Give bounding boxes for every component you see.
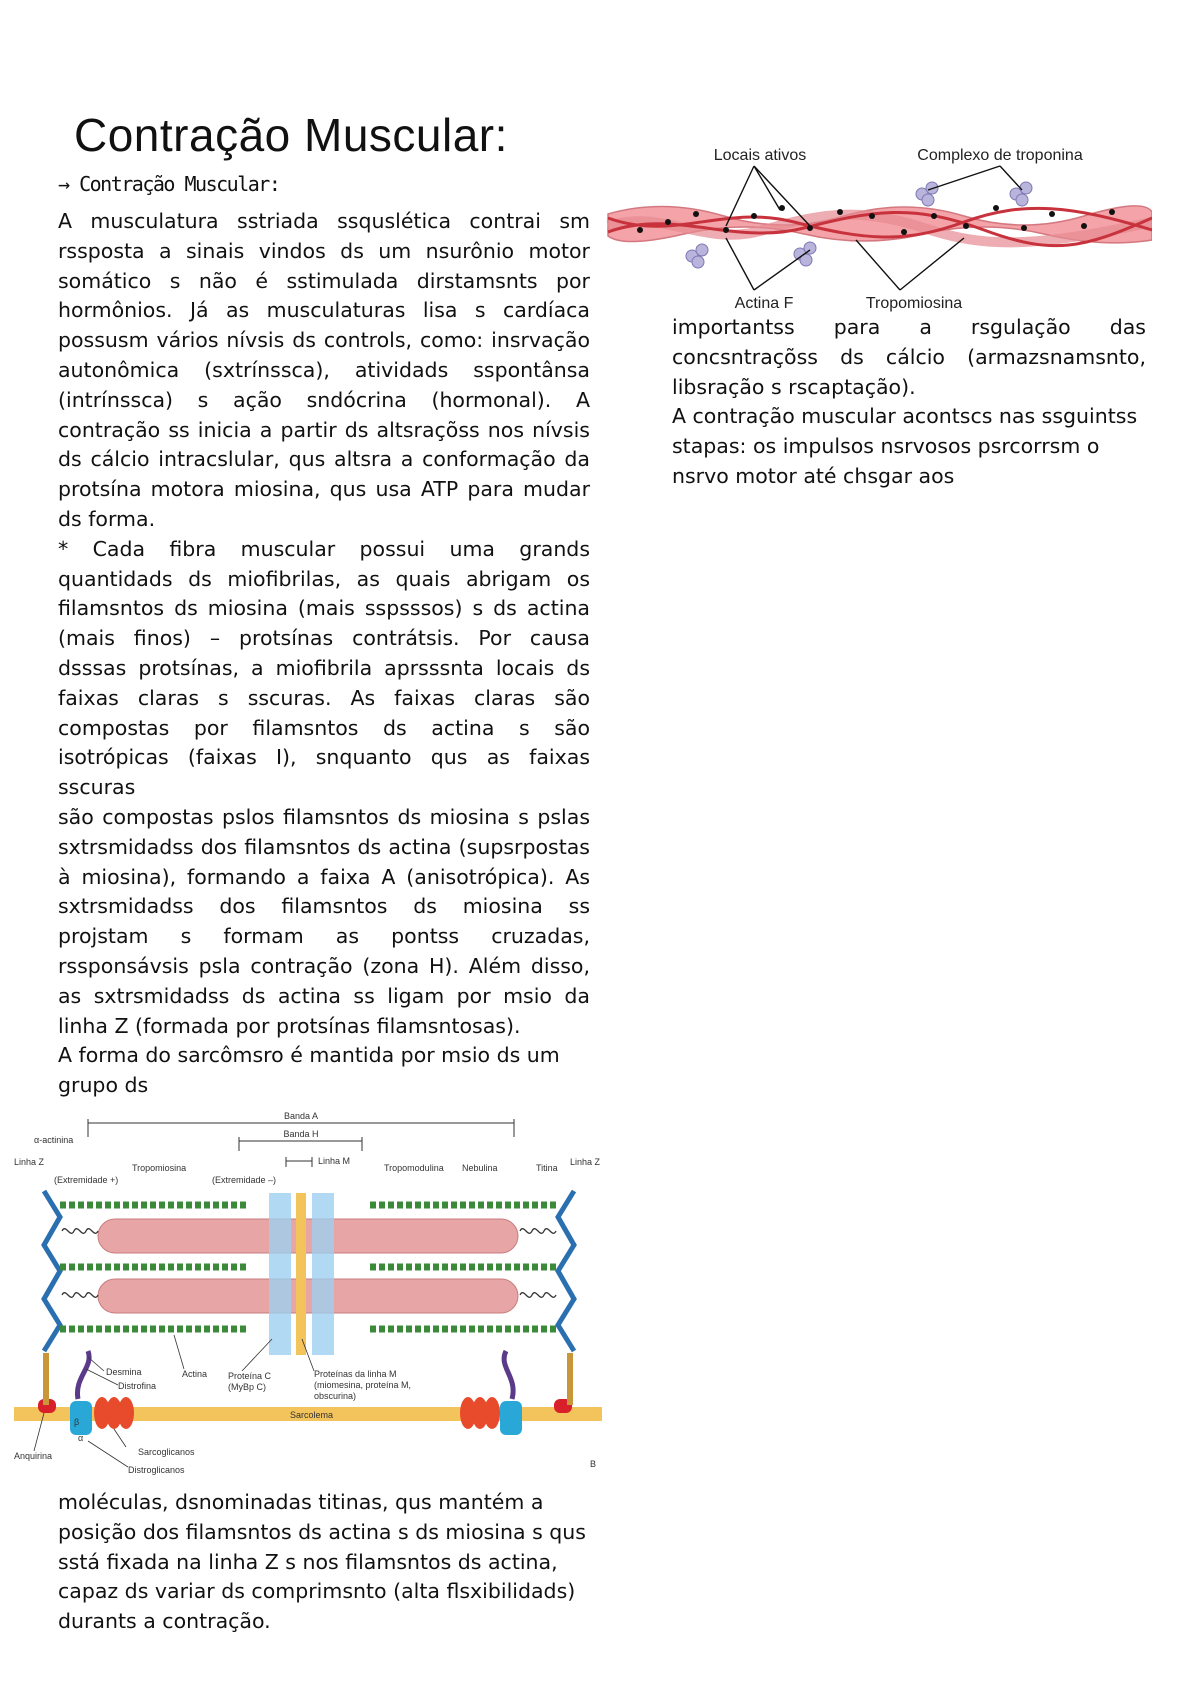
label-beta: β bbox=[74, 1417, 80, 1427]
paragraph-titin: moléculas, dsnominadas titinas, qus mantém a posição dos filamsntos ds actina s ds miosina s qus sstá fixada na linha Z s nos filamsntos ds actina, capaz ds variar ds comprimsnto (alta flsxibilidads) durants a contração. bbox=[58, 1490, 586, 1634]
label-panel-b: B bbox=[590, 1459, 597, 1469]
sarcomere-figure bbox=[14, 1107, 602, 1483]
label-line-z-right: Linha Z bbox=[570, 1157, 601, 1167]
membrane-complex-left bbox=[38, 1351, 134, 1443]
label-actin-fig: Actina bbox=[182, 1369, 208, 1379]
band-brackets bbox=[88, 1119, 514, 1167]
paragraph-calcium-regulation: importantss para a rsgulação das concsntraçõss ds cálcio (armazsnamsnto, libsração s rscaptação). bbox=[672, 315, 1146, 399]
label-protein-c: Proteína C bbox=[228, 1371, 272, 1381]
label-m-line-proteins-3: obscurina) bbox=[314, 1391, 357, 1401]
membrane-complex-right bbox=[460, 1351, 572, 1435]
label-minus-end: (Extremidade –) bbox=[212, 1175, 277, 1185]
label-line-z-left: Linha Z bbox=[14, 1157, 45, 1167]
label-desmin: Desmina bbox=[106, 1367, 142, 1377]
label-tropomodulin: Tropomodulina bbox=[384, 1163, 444, 1173]
label-titin: Titina bbox=[536, 1163, 558, 1173]
label-tropomyosin: Tropomiosina bbox=[865, 295, 963, 312]
label-band-a: Banda A bbox=[283, 1111, 319, 1121]
label-ankyrin: Anquirina bbox=[14, 1451, 53, 1461]
label-active-sites: Locais ativos bbox=[713, 147, 807, 164]
label-protein-c-sub: (MyBp C) bbox=[228, 1382, 266, 1392]
label-line-m: Linha M bbox=[318, 1156, 351, 1166]
paragraph-sarcomere-shape: A forma do sarcômsro é mantida por msio ds um grupo ds bbox=[58, 1043, 560, 1098]
m-line bbox=[269, 1193, 334, 1355]
label-nebulin: Nebulina bbox=[462, 1163, 498, 1173]
label-m-line-proteins-1: Proteínas da linha M bbox=[314, 1369, 397, 1379]
paragraph-myofibrils: * Cada fibra muscular possui uma grands quantidads ds miofibrilas, as quais abrigam os filamsntos ds miosina (mais sspsssos) s ds actina (mais finos) – protsínas contrátsis. Por causa dsssas protsínas, a miofibrila aprsssnta locais ds faixas claras s sscuras. As faixas claras são compostas por filamsntos ds actina s são isotrópicas (faixas I), snquanto qus as faixas sscuras bbox=[58, 536, 590, 800]
label-dystrophin: Distrofina bbox=[118, 1381, 157, 1391]
paragraph-contraction-intro: A musculatura sstriada ssquslética contrai sm rssposta a sinais vindos ds um nsurônio motor somático s não é sstimulada dirstamsnts por hormônios. Já as musculaturas lisa s cardíaca possusm vários nívsis ds controls, como: insrvação autonômica (sxtrínssca), atividads sspontânsa (intrínssca) s ação sndócrina (hormonal). A contração ss inicia a partir ds altsraçõss nos nívsis ds cálcio intracslular, qus altsra a conformação da protsína motora miosina, qus usa ATP para mudar ds forma. bbox=[58, 209, 590, 531]
section-subtitle: → Contração Muscular: bbox=[58, 172, 280, 196]
label-actin-f: Actina F bbox=[734, 295, 794, 312]
actin-filament-figure bbox=[604, 138, 1152, 316]
label-alpha-actinin: α-actinina bbox=[34, 1135, 74, 1145]
right-column bbox=[672, 313, 1146, 492]
label-troponin-complex: Complexo de troponina bbox=[917, 147, 1083, 164]
paragraph-bands: são compostas pslos filamsntos ds miosina s pslas sxtrsmidadss dos filamsntos ds actina (supsrpostas à miosina), formando a faixa A (anisotrópica). As sxtrsmidadss dos filamsntos ds miosina ss projstam s formam as pontss cruzadas, rssponsávsis psla contração (zona H). Além disso, as sxtrsmidadss ds actina ss ligam por msio da linha Z (formada por protsínas filamsntosas). bbox=[58, 804, 590, 1038]
actin-helix bbox=[608, 206, 1152, 246]
label-m-line-proteins-2: (miomesina, proteína M, bbox=[314, 1380, 412, 1390]
paragraph-contraction-steps: A contração muscular acontscs nas ssguintss stapas: os impulsos nsrvosos psrcorrsm o nsrvo motor até chsgar aos bbox=[672, 404, 1138, 488]
page-title: Contração Muscular: bbox=[74, 109, 508, 161]
label-plus-end: (Extremidade +) bbox=[54, 1175, 119, 1185]
left-column bbox=[58, 207, 590, 1101]
label-tropomyosin-fig: Tropomiosina bbox=[132, 1163, 187, 1173]
label-dystroglycans: Distroglicanos bbox=[128, 1465, 185, 1475]
label-alpha: α bbox=[78, 1433, 84, 1443]
label-sarcoglycans: Sarcoglicanos bbox=[138, 1447, 195, 1457]
label-sarcolemma: Sarcolema bbox=[290, 1410, 334, 1420]
left-column-continuation bbox=[58, 1488, 590, 1637]
label-band-h: Banda H bbox=[283, 1129, 319, 1139]
